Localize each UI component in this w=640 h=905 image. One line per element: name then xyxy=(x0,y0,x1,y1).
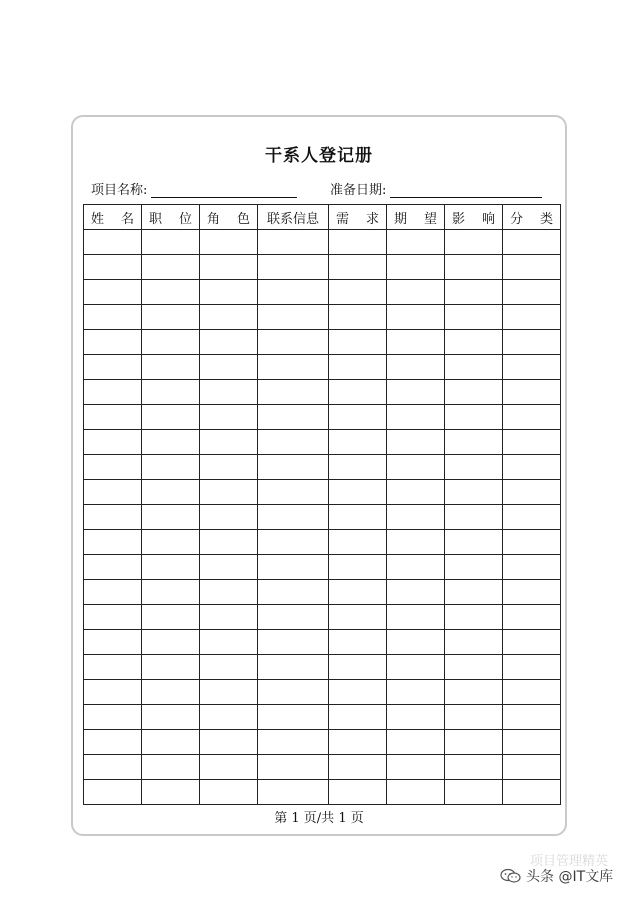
table-cell xyxy=(200,330,258,355)
column-header xyxy=(329,205,387,230)
table-cell xyxy=(445,780,503,805)
watermark-ghost-text: 项目管理精英 xyxy=(530,854,609,869)
table-cell xyxy=(258,605,329,630)
column-header-char: 位 xyxy=(178,211,192,227)
table-cell xyxy=(84,755,142,780)
table-cell xyxy=(445,505,503,530)
table-cell xyxy=(258,455,329,480)
table-cell xyxy=(329,730,387,755)
watermark xyxy=(500,866,613,886)
table-cell xyxy=(258,655,329,680)
column-header xyxy=(84,205,142,230)
table-cell xyxy=(445,705,503,730)
table-cell xyxy=(200,505,258,530)
table-row xyxy=(84,630,561,655)
table-cell xyxy=(445,430,503,455)
table-cell xyxy=(200,530,258,555)
table-row xyxy=(84,455,561,480)
table-cell xyxy=(142,680,200,705)
table-cell xyxy=(387,530,445,555)
table-cell xyxy=(329,480,387,505)
table-cell xyxy=(387,680,445,705)
table-row xyxy=(84,680,561,705)
table-cell xyxy=(387,730,445,755)
table-cell xyxy=(329,255,387,280)
table-cell xyxy=(503,680,561,705)
table-cell xyxy=(142,430,200,455)
column-header-char: 望 xyxy=(423,211,437,227)
column-header-char: 求 xyxy=(365,211,379,227)
table-cell xyxy=(329,655,387,680)
table-cell xyxy=(387,705,445,730)
table-cell xyxy=(445,580,503,605)
table-cell xyxy=(142,305,200,330)
table-cell xyxy=(200,630,258,655)
table-cell xyxy=(142,280,200,305)
table-cell xyxy=(200,430,258,455)
table-cell xyxy=(84,730,142,755)
table-cell xyxy=(200,730,258,755)
table-cell xyxy=(84,630,142,655)
table-cell xyxy=(503,755,561,780)
column-header xyxy=(387,205,445,230)
table-cell xyxy=(142,555,200,580)
table-cell xyxy=(200,580,258,605)
column-header-char: 职 xyxy=(149,211,163,227)
table-cell xyxy=(387,505,445,530)
table-cell xyxy=(84,330,142,355)
table-cell xyxy=(503,605,561,630)
table-cell xyxy=(329,630,387,655)
table-cell xyxy=(329,355,387,380)
table-cell xyxy=(258,480,329,505)
table-cell xyxy=(142,480,200,505)
table-cell xyxy=(84,380,142,405)
wechat-icon xyxy=(500,868,522,884)
table-cell xyxy=(387,655,445,680)
table-cell xyxy=(258,230,329,255)
table-cell xyxy=(258,780,329,805)
table-cell xyxy=(387,355,445,380)
watermark-text: 头条 @IT文库 xyxy=(526,869,614,885)
table-cell xyxy=(503,555,561,580)
table-cell xyxy=(84,555,142,580)
table-cell xyxy=(503,730,561,755)
table-cell xyxy=(142,730,200,755)
table-cell xyxy=(503,630,561,655)
table-row xyxy=(84,405,561,430)
table-cell xyxy=(258,355,329,380)
table-cell xyxy=(445,405,503,430)
table-cell xyxy=(445,630,503,655)
table-cell xyxy=(387,555,445,580)
column-header-char: 姓 xyxy=(91,211,105,227)
table-cell xyxy=(445,680,503,705)
table-cell xyxy=(445,530,503,555)
table-cell xyxy=(387,330,445,355)
table-row xyxy=(84,730,561,755)
table-row xyxy=(84,380,561,405)
table-cell xyxy=(258,630,329,655)
table-row xyxy=(84,305,561,330)
table-cell xyxy=(142,405,200,430)
table-cell xyxy=(200,305,258,330)
table-cell xyxy=(258,505,329,530)
table-cell xyxy=(84,605,142,630)
table-cell xyxy=(200,455,258,480)
table-cell xyxy=(329,705,387,730)
table-cell xyxy=(445,230,503,255)
column-header-char: 期 xyxy=(394,211,408,227)
table-cell xyxy=(445,255,503,280)
prep-date-field xyxy=(330,179,542,198)
table-row xyxy=(84,330,561,355)
table-row xyxy=(84,780,561,805)
table-cell xyxy=(503,355,561,380)
table-cell xyxy=(258,255,329,280)
table-cell xyxy=(142,580,200,605)
table-cell xyxy=(387,405,445,430)
table-cell xyxy=(329,605,387,630)
table-cell xyxy=(503,505,561,530)
table-cell xyxy=(503,455,561,480)
table-cell xyxy=(387,580,445,605)
table-cell xyxy=(200,280,258,305)
table-cell xyxy=(84,230,142,255)
table-cell xyxy=(329,405,387,430)
table-cell xyxy=(387,780,445,805)
table-cell xyxy=(84,505,142,530)
table-row xyxy=(84,705,561,730)
table-cell xyxy=(142,455,200,480)
table-cell xyxy=(387,755,445,780)
column-header xyxy=(445,205,503,230)
table-header-row xyxy=(84,205,561,230)
table-cell xyxy=(258,530,329,555)
table-cell xyxy=(503,480,561,505)
column-header-char: 响 xyxy=(481,211,495,227)
table-cell xyxy=(200,405,258,430)
table-cell xyxy=(329,555,387,580)
table-cell xyxy=(387,255,445,280)
table-cell xyxy=(445,355,503,380)
table-cell xyxy=(258,755,329,780)
table-cell xyxy=(258,580,329,605)
table-cell xyxy=(258,430,329,455)
table-cell xyxy=(445,555,503,580)
table-row xyxy=(84,605,561,630)
table-cell xyxy=(200,705,258,730)
table-cell xyxy=(503,780,561,805)
table-cell xyxy=(258,680,329,705)
column-header: 联系信息 xyxy=(258,205,329,230)
table-cell xyxy=(329,280,387,305)
table-cell xyxy=(445,755,503,780)
table-cell xyxy=(200,230,258,255)
table-row xyxy=(84,655,561,680)
table-cell xyxy=(445,480,503,505)
table-cell xyxy=(445,730,503,755)
column-header-char: 色 xyxy=(236,211,250,227)
table-cell xyxy=(445,305,503,330)
table-cell xyxy=(258,730,329,755)
table-cell xyxy=(84,655,142,680)
table-cell xyxy=(503,230,561,255)
table-cell xyxy=(258,305,329,330)
table-cell xyxy=(258,405,329,430)
table-cell xyxy=(84,530,142,555)
table-cell xyxy=(503,430,561,455)
table-cell xyxy=(200,480,258,505)
table-cell xyxy=(329,780,387,805)
table-cell xyxy=(84,405,142,430)
table-row xyxy=(84,755,561,780)
table-row xyxy=(84,480,561,505)
table-cell xyxy=(142,605,200,630)
table-cell xyxy=(200,355,258,380)
table-cell xyxy=(142,505,200,530)
table-cell xyxy=(387,605,445,630)
table-cell xyxy=(142,355,200,380)
table-cell xyxy=(329,230,387,255)
table-cell xyxy=(387,230,445,255)
table-cell xyxy=(84,680,142,705)
table-cell xyxy=(329,380,387,405)
table-cell xyxy=(329,305,387,330)
table-cell xyxy=(387,455,445,480)
table-cell xyxy=(503,280,561,305)
table-cell xyxy=(329,530,387,555)
table-cell xyxy=(142,255,200,280)
table-cell xyxy=(445,380,503,405)
column-header-char: 需 xyxy=(336,211,350,227)
project-name-field xyxy=(91,179,297,198)
table-cell xyxy=(329,455,387,480)
column-header-char: 名 xyxy=(120,211,134,227)
table-cell xyxy=(142,230,200,255)
table-body xyxy=(84,230,561,805)
page-title: 干系人登记册 xyxy=(265,146,373,166)
table-cell xyxy=(503,330,561,355)
page-footer: 第 1 页/共 1 页 xyxy=(274,811,364,826)
table-row xyxy=(84,280,561,305)
table-cell xyxy=(142,530,200,555)
table-cell xyxy=(445,455,503,480)
table-cell xyxy=(445,280,503,305)
table-cell xyxy=(445,655,503,680)
project-name-label: 项目名称: xyxy=(91,183,148,198)
table-cell xyxy=(84,255,142,280)
table-cell xyxy=(503,405,561,430)
table-cell xyxy=(84,705,142,730)
table-cell xyxy=(200,255,258,280)
table-cell xyxy=(84,355,142,380)
table-cell xyxy=(200,380,258,405)
table-cell xyxy=(387,305,445,330)
column-header-char: 影 xyxy=(452,211,466,227)
table-cell xyxy=(387,380,445,405)
prep-date-label: 准备日期: xyxy=(330,183,387,198)
table-cell xyxy=(329,505,387,530)
table-cell xyxy=(200,655,258,680)
table-cell xyxy=(142,630,200,655)
table-cell xyxy=(84,480,142,505)
table-cell xyxy=(84,580,142,605)
table-cell xyxy=(503,580,561,605)
table-cell xyxy=(200,555,258,580)
table-cell xyxy=(329,330,387,355)
table-row xyxy=(84,530,561,555)
table-cell xyxy=(503,305,561,330)
table-cell xyxy=(329,430,387,455)
table-cell xyxy=(84,305,142,330)
prep-date-blank xyxy=(390,183,542,198)
table-cell xyxy=(503,530,561,555)
table-cell xyxy=(258,330,329,355)
table-cell xyxy=(387,480,445,505)
table-cell xyxy=(142,380,200,405)
table-cell xyxy=(503,655,561,680)
stakeholder-register-table xyxy=(83,204,561,805)
table-row xyxy=(84,505,561,530)
table-cell xyxy=(258,705,329,730)
table-row xyxy=(84,580,561,605)
table-cell xyxy=(142,655,200,680)
table-cell xyxy=(445,330,503,355)
table-cell xyxy=(200,605,258,630)
table-cell xyxy=(503,705,561,730)
table-cell xyxy=(142,330,200,355)
table-cell xyxy=(142,755,200,780)
column-header-char: 角 xyxy=(207,211,221,227)
table-cell xyxy=(445,605,503,630)
table-cell xyxy=(329,580,387,605)
table-cell xyxy=(84,280,142,305)
table-cell xyxy=(387,280,445,305)
table-cell xyxy=(329,755,387,780)
column-header-char: 分 xyxy=(510,211,524,227)
column-header xyxy=(200,205,258,230)
table-row xyxy=(84,555,561,580)
table-row xyxy=(84,255,561,280)
table-cell xyxy=(387,630,445,655)
table-cell xyxy=(503,380,561,405)
table-cell xyxy=(84,430,142,455)
table-cell xyxy=(258,380,329,405)
table-row xyxy=(84,230,561,255)
table-cell xyxy=(84,455,142,480)
table-cell xyxy=(142,705,200,730)
column-header-char: 类 xyxy=(539,211,553,227)
table-cell xyxy=(329,680,387,705)
table-cell xyxy=(84,780,142,805)
table-cell xyxy=(258,280,329,305)
table-cell xyxy=(200,755,258,780)
table-cell xyxy=(503,255,561,280)
column-header xyxy=(142,205,200,230)
table-row xyxy=(84,355,561,380)
table-cell xyxy=(258,555,329,580)
table-cell xyxy=(387,430,445,455)
table-cell xyxy=(200,680,258,705)
table-cell xyxy=(142,780,200,805)
document-page xyxy=(71,115,567,836)
table-row xyxy=(84,430,561,455)
column-header xyxy=(503,205,561,230)
table-cell xyxy=(200,780,258,805)
project-name-blank xyxy=(151,183,297,198)
